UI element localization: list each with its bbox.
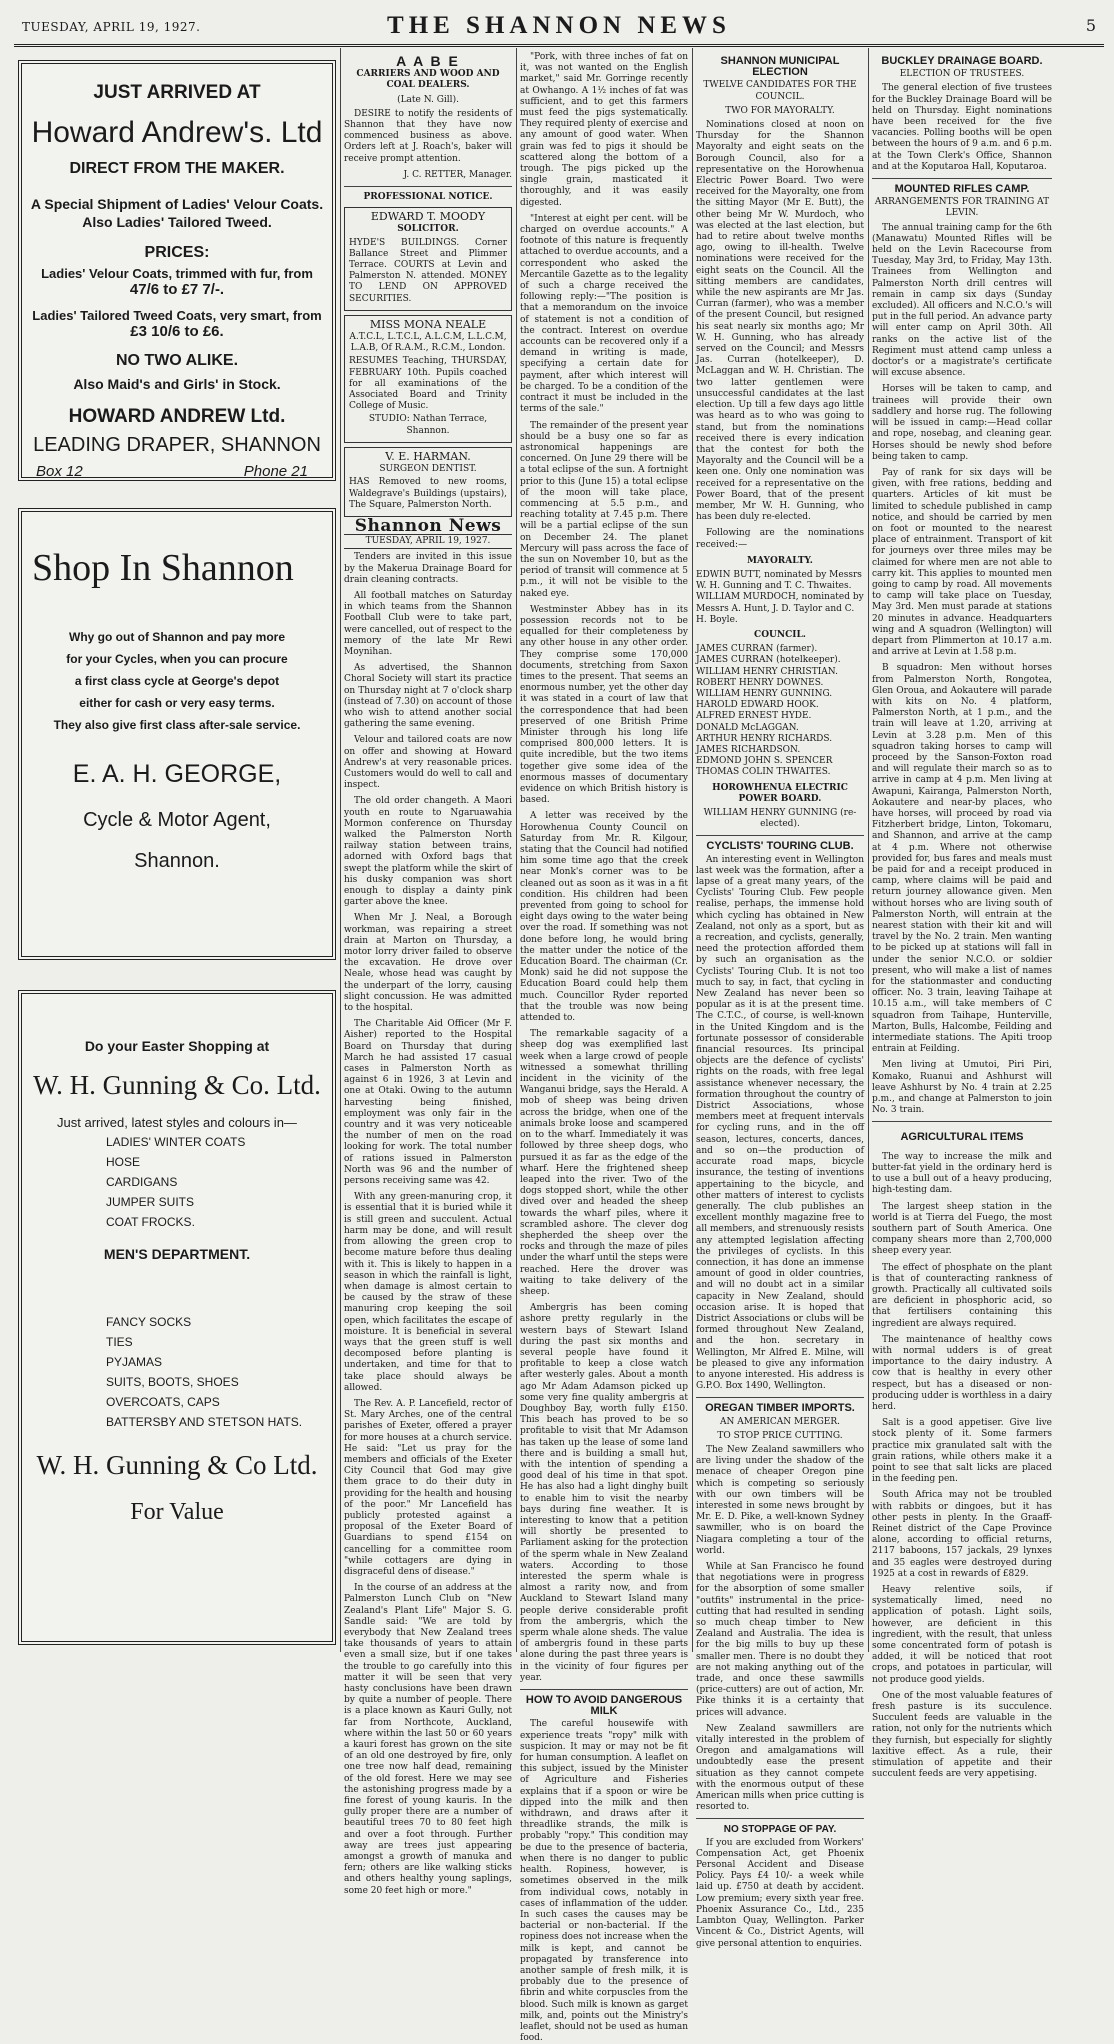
council-nominee: WILLIAM HENRY CHRISTIAN. [696, 666, 838, 677]
power-board-nominee: WILLIAM HENRY GUNNING (re-elected). [703, 808, 857, 830]
professional-notice: PROFESSIONAL NOTICE. [363, 192, 493, 203]
oregon-subhead: AN AMERICAN MERGER. [720, 1416, 840, 1427]
mens-item-list [22, 1312, 332, 1432]
moody-notice [344, 207, 512, 311]
news-paragraph: All football matches on Saturday in which teams from the Shannon Football Club were to take part, were cancelled, out of respect to the memory of the late Mr Rewi Moynihan. [344, 590, 512, 657]
ad-list-item: TIES [106, 1335, 133, 1349]
abe-body: DESIRE to notify the residents of Shannon that they have now commenced business as above. Orders left at J. Roach's, baker will receive prompt attention. [344, 108, 512, 164]
news-paragraph: Men living at Umutoi, Piri Piri, Komako, Ruanui and Ashhurst will leave Ashhurst by No. 4 train at 2.25 p.m., and change at Palmerston to join No. 3 train. [872, 1060, 1052, 1116]
election-subhead: TWO FOR MAYORALTY. [725, 105, 835, 116]
mayoralty-nominee: WILLIAM MURDOCH, nominated by Messrs A. Hunt, J. D. Taylor and C. H. Boyle. [696, 592, 864, 625]
council-nominee: ARTHUR HENRY RICHARDS. [696, 733, 833, 744]
ad-line: DIRECT FROM THE MAKER. [69, 160, 285, 177]
ad-line: Cycle & Motor Agent, [83, 809, 271, 831]
cyclists-headline: CYCLISTS' TOURING CLUB. [706, 840, 854, 853]
notice-name: V. E. HARMAN. [385, 449, 471, 463]
news-paragraph: The general election of five trustees for the Buckley Drainage Board will be held on Thursday. Eight nominations have been received for the five vacancies. Polling booths will be open between the hours of 9 a.m. and 6 p.m. at the Town Clerk's Office, Shannon and at the Koputaroa Hall, Koputaroa. [872, 83, 1052, 172]
pay-headline: NO STOPPAGE OF PAY. [723, 1824, 837, 1836]
news-paragraph: The annual training camp for the 6th (Manawatu) Mounted Rifles will be held on the Levin Racecourse from Tuesday, May 3rd, to Friday, May 13th. Trainees from Wellington and Palmerston North drill centres will remain in camp six days (Sunday excluded). All officers and N.C.O.'s will put in the full period. An advance party will enter camp on April 30th. All ranks on the active list of the Regiment must attend camp unless a doctor's or a magistrate's certificate will excuse absence. [872, 222, 1052, 379]
news-paragraph: B squadron: Men without horses from Palmerston North, Rongotea, Glen Oroua, and Aokautere will parade with kits on No. 4 platform, Palmerston North, at 1 p.m., and the train will leave at 1.20, arriving at Levin at 3.28 p.m. Men of this squadron taking horses to camp will proceed by the Sanson-Foxton road and will regulate their march so as to arrive in camp at 4 p.m. Men living at Awapuni, Kairanga, Palmerston North, Aokautere and near-by places, who have horses, will proceed by road via Fitzherbert bridge, Linton, Tokomaru, and Shannon, and arrive at the camp at 4 p.m. Where not otherwise provided for, bus fares and meals must be paid for and a receipt produced in camp, where claims will be paid and return journey allowance given. Men without horses who are living south of Palmerston North, will entrain at the nearest station with their kit and will travel by the No. 2 train. Men wanting to be picked up at stations will fall in under the senior N.C.O. or soldier present, who will make a list of names for the stationmaster and conducting officer. No. 3 train, leaving Taihape at 10.15 a.m., will take members of C squadron from Taihape, Hunterville, Marton, Bulls, Halcombe, Feilding and intermediate stations. The Apiti troop entrain at Feilding. [872, 663, 1052, 1055]
news-paragraph: The Charitable Aid Officer (Mr F. Aisher) reported to the Hospital Board on Thursday that during March he had assisted 17 casual cases in Palmerston North as against 6 in 1926, 3 at Levin and one at Otaki. Owing to the autumn harvesting being finished, employment was only fair in the country and it was very noticeable the number of men on the road looking for work. The total number of rations issued in Palmerston North was 96 and the number of persons receiving same was 42. [344, 1019, 512, 1187]
ad-line: Just arrived, latest styles and colours in— [57, 1115, 297, 1130]
ad-line: Do your Easter Shopping at [84, 1038, 270, 1054]
ad-line: Ladies' Velour Coats, trimmed with fur, from [41, 266, 313, 281]
news-paragraph: The Rev. A. P. Lancefield, rector of St. Mary Arches, one of the central parishes of Exeter, offered a prayer for more houses at a church service. He said: "Let us pray for the members and officials of the Exeter City Council that God may give them grace to do their duty in providing for the health and housing of the poor." Mr Lancefield has publicly protested against a proposal of the Exeter Board of Guardians to spend £154 on cancelling for a committee room "while cottagers are dying in disgraceful dens of disease." [344, 1398, 512, 1577]
news-paragraph: While at San Francisco he found that negotiations were in progress for the absorption of some smaller "outfits" instrumental in the price-cutting that had resulted in sending so much cheap timber to New Zealand and Australia. The idea is for the big mills to buy up these smaller men. There is no doubt they are not making anything out of the trade, and once these sawmills (price-cutters) are out of action, Mr. Pike thinks it is a certainty that prices will advance. [696, 1562, 864, 1718]
ad-line: NO TWO ALIKE. [115, 352, 239, 369]
power-board-heading: HOROWHENUA ELECTRIC POWER BOARD. [712, 782, 848, 804]
notice-name: EDWARD T. MOODY [370, 210, 486, 224]
column-rule [692, 48, 693, 1652]
issue-date: TUESDAY, APRIL 19, 1927. [22, 20, 201, 34]
ad-line: A Special Shipment of Ladies' Velour Coats. [30, 196, 324, 212]
ad-list-item: LADIES' WINTER COATS [106, 1135, 246, 1149]
ad-line: MEN'S DEPARTMENT. [103, 1246, 251, 1262]
column-rule [516, 48, 517, 1652]
news-paragraph: Westminster Abbey has in its possession records not to be equalled for their completeness by any other house in any other order. They comprise some 170,000 documents, stretching from Saxon times to the present. That seems an enormous number, yet the other day it was stated in a court of law that the correspondence that had been preserved of one British Prime Minister through his long life comprised 800,000 letters. It is quite incredible, but the two items together give some idea of the enormous masses of documentary evidence on which British history is based. [520, 604, 688, 806]
news-paragraph: Nominations closed at noon on Thursday for the Shannon Mayoralty and eight seats on the Borough Council, also for a representative on the Horowhenua Electric Power Board. Two were received for the Mayoralty, one from the sitting Mayor (Mr E. Butt), the other being Mr W. Murdoch, who was elected at the last election, but had to retire about twelve months ago, owing to ill-health. Twelve nominations were received for the eight seats on the Council. All the sitting members are candidates, while the new aspirants are Mr Jas. Curran (farmer), who was a member of the present Council, but resigned his seat nearly six months ago; Mr W. H. Gunning, who has already served on the Council; and Messrs Jas. Curran (hotelkeeper), D. McLaggan and W. H. Christian. The two latter gentlemen were unsuccessful candidates at the last election. Up till a few days ago little was heard as to who was going to stand, but from the nominations received there is every indication that the contest for both the Mayoralty and the Council will be a keen one. Only one nomination was received for a representative on the Power Board, that of the present member, Mr W. H. Gunning, who has been duly re-elected. [696, 120, 864, 523]
council-nominee: HAROLD EDWARD HOOK. [696, 700, 819, 711]
news-paragraph: Tenders are invited in this issue by the Makerua Drainage Board for drain cleaning contracts. [344, 552, 512, 585]
news-paragraph: "Pork, with three inches of fat on it, was not wanted on the English market," said Mr. Gorringe recently at Owhango. A 1½ inches of fat was sufficient, and to get this farmers must feed the pigs systematically. They required plenty of exercise and any amount of good water. When grain was fed to pigs it should be scattered along the bottom of a trough. The pigs picked up the single grain, masticated it thoroughly, and it was easily digested. [520, 52, 688, 208]
ad-store-name: W. H. Gunning & Co. Ltd. [33, 1070, 321, 1100]
ad-line: Also Maid's and Girls' in Stock. [73, 376, 281, 392]
column-rule [340, 48, 341, 1652]
council-nominee: THOMAS COLIN THWAITES. [696, 767, 831, 778]
divider [872, 178, 1052, 179]
agricultural-headline: AGRICULTURAL ITEMS [900, 1131, 1024, 1144]
news-paragraph: New Zealand sawmillers are vitally interested in the problem of Oregon and amalgamations will undoubtedly ease the present situation as they cannot compete with the enormous output of these American mills when price cutting is resorted to. [696, 1723, 864, 1813]
buckley-headline: BUCKLEY DRAINAGE BOARD. [881, 55, 1043, 67]
news-paragraph: As advertised, the Shannon Choral Society will start its practice on Thursday night at 7 o'clock sharp (instead of 7.30) on account of those who wish to attend another social gathering the same evening. [344, 663, 512, 730]
paper-date: TUESDAY, APRIL 19, 1927. [344, 534, 512, 549]
ad-line: They also give first class after-sale service. [53, 718, 301, 732]
ad-line: JUST ARRIVED AT [93, 82, 261, 103]
notice-qualifications: A.T.C.L, L.T.C.L, A.L.C.M, L.L.C.M, L.A.B, Of R.A.M., R.C.M., London. [349, 332, 507, 354]
womens-item-list [22, 1132, 332, 1232]
ad-store-name: Howard Andrew's. Ltd [31, 116, 323, 149]
ad-list-item: BATTERSBY AND STETSON HATS. [106, 1415, 303, 1429]
divider [872, 1121, 1052, 1122]
news-paragraph: Heavy relentive soils, if systematically limed, need no application of potash. Light soils, however, are deficient in this ingredient, with the result, that unless some concentrated form of potash is added, it will be noticed that root crops, and potatoes in particular, will not produce good yields. [872, 1585, 1052, 1685]
abe-late: (Late N. Gill). [397, 94, 459, 105]
news-paragraph: The careful housewife with experience treats "ropy" milk with suspicion. It may or may not be fit for human consumption. A leaflet on this subject, issued by the Minister of Agriculture and Fisheries explains that if a spoon or wire be dipped into the milk and then withdrawn, and draws after it threadlike strands, the milk is probably "ropy." This condition may be due to the presence of bacteria, when there is no danger to public health. Ropiness, however, is sometimes observed in the milk from individual cows, notably in cases of inflammation of the udder. In such cases the causes may be bacterial or non-bacterial. If the ropiness does not increase when the milk is kept, and cannot be propagated by transference into another sample of fresh milk, it is probably due to the presence of fibrin and white corpuscles from the blood. Such milk is known as garget milk, and, points out the Ministry's leaflet, should not be used as human food. [520, 1719, 688, 2044]
notice-name: MISS MONA NEALE [369, 317, 487, 331]
ad-line: a first class cycle at George's depot [74, 674, 280, 688]
ad-line: 47/6 to £7 7/-. [129, 281, 225, 298]
paper-nameplate: Shannon News [354, 515, 502, 536]
oregon-subhead: TO STOP PRICE CUTTING. [717, 1430, 843, 1441]
column-5 [872, 52, 1052, 1780]
news-paragraph: The way to increase the milk and butter-fat yield in the ordinary herd is to use a bull out of a heavy producing, high-testing dam. [872, 1151, 1052, 1196]
council-nominee: JAMES CURRAN (hotelkeeper). [696, 655, 841, 666]
howard-andrew-ad [18, 60, 336, 481]
news-paragraph: When Mr J. Neal, a Borough workman, was repairing a street drain at Marton on Thursday, a motor lorry driver failed to observe the excavation. He drove over Neale, whose head was caught by the underpart of the lorry, causing slight concussion. He was admitted to the hospital. [344, 913, 512, 1014]
abe-signature: J. C. RETTER, Manager. [403, 169, 512, 180]
abe-title: A A B E [396, 53, 460, 69]
ad-line: either for cash or very easy terms. [79, 696, 275, 710]
ad-list-item: CARDIGANS [106, 1175, 178, 1189]
divider [344, 186, 512, 187]
column-2 [344, 52, 512, 1896]
news-paragraph: If you are excluded from Workers' Compensation Act, get Phoenix Personal Accident and Disease Policy. Pays £4 10/- a week while laid up. £750 at death by accident. Low premium; every sixth year free. Phoenix Assurance Co., Ltd., 235 Lambton Quay, Wellington. Parker Vincent & Co., District Agents, will give personal attention to enquiries. [696, 1837, 864, 1949]
abe-subtitle: CARRIERS AND WOOD AND COAL DEALERS. [356, 69, 500, 91]
notice-body: HYDE'S BUILDINGS. Corner Ballance Street and Plimmer Terrace. COURTS at Levin and Palmerston N. attended. MONEY TO LEND ON APPROVED SECURITIES. [349, 237, 507, 304]
oregon-headline: OREGAN TIMBER IMPORTS. [705, 1402, 855, 1415]
notice-role: SOLICITOR. [397, 224, 459, 235]
news-paragraph: In the course of an address at the Palmerston Lunch Club on "New Zealand's Plant Life" Major S. G. Sandle said: "We are told by everybody that New Zealand trees take thousands of years to attain even a small size, but if one takes the trouble to go carefully into this matter it will be seen that very hasty conclusions have been drawn by quite a number of people. There is a place known as Kauri Gully, not far from Northcote, Auckland, where within the last 50 or 60 years a kauri forest has grown on the site of an old one destroyed by fire, only one tree now half dead, remaining of the old forest. Here we may see the astonishing progress made by a fine forest of young kauris. In the gully proper there are a number of beautiful trees 70 to 80 feet high and over a foot through. Further away are trees just appearing amongst a growth of manuka and fern; others are like walking sticks and others healthy young saplings, some 20 feet high or more." [344, 1583, 512, 1896]
ad-list-item: JUMPER SUITS [106, 1195, 195, 1209]
ad-line: Shannon. [134, 850, 220, 872]
news-paragraph: Velour and tailored coats are now on offer and showing at Howard Andrew's at very reasonable prices. Customers would do well to call and inspect. [344, 735, 512, 791]
divider [696, 1818, 864, 1819]
council-nominee: ROBERT HENRY DOWNES. [696, 677, 824, 688]
council-nominee: DONALD McLAGGAN. [696, 722, 799, 733]
ad-line: for your Cycles, when you can procure [66, 652, 288, 666]
newspaper-title: THE SHANNON NEWS [387, 12, 731, 39]
council-heading: COUNCIL. [754, 629, 806, 640]
news-paragraph: The remainder of the present year should be a busy one so far as astronomical happenings are concerned. On June 29 there will be a total eclipse of the sun. A fortnight prior to this (June 15) a total eclipse of the moon will take place, commencing at 5.5 p.m., and reaching totality at 7.45 p.m. There will be a partial eclipse of the sun on December 24. The planet Mercury will pass across the face of the sun on November 10, but as the period of transit will commence at 5 p.m., it will not be visible to the naked eye. [520, 420, 688, 599]
neale-notice [344, 315, 512, 443]
news-paragraph: South Africa may not be troubled with rabbits or dingoes, but it has other pests in plenty. In the Graaff-Reinet district of the Cape Province alone, according to official returns, 2117 baboons, 157 jackals, 29 lynxes and 35 eagles were destroyed during 1925 at a cost in rewards of £829. [872, 1490, 1052, 1579]
news-paragraph: The old order changeth. A Maori youth en route to Ngaruawahia Mormon conference on Thursday walked the Palmerston North railway station between trains, adorned with Oxford bags that swept the platform while the skirt of his dusky companion was short enough to display a dainty pink garter above the knee. [344, 796, 512, 908]
news-paragraph: "Interest at eight per cent. will be charged on overdue accounts." A footnote of this nature is frequently attached to overdue accounts, and a correspondent who asked the Mercantile Gazette as to the legality of such a charge received the following reply:—"The position is that a memorandum on the invoice of statement is not a condition of the contract. Interest on overdue accounts can be recovered only if a demand in writing is made, specifying a certain date for payment, after which interest will be charged. To be a condition of the contract it must be included in the terms of the sale." [520, 213, 688, 415]
council-nominee: EDMOND JOHN S. SPENCER [696, 756, 833, 767]
rifles-subhead: ARRANGEMENTS FOR TRAINING AT LEVIN. [874, 197, 1050, 219]
news-paragraph: Horses will be taken to camp, and trainees will provide their own saddlery and horse rug. The following will be issued in camp:—Head collar and rope, nosebag, and cleaning gear. Horses should be newly shod before being taken to camp. [872, 384, 1052, 462]
news-paragraph: An interesting event in Wellington last week was the formation, after a lapse of a great many years, of the Cyclists' Touring Club. Few people realise, perhaps, the immense hold which cycling has obtained in New Zealand, not only as a sport, but as a recreation, and cyclists, generally, need the protection afforded them by such an organisation as the Cyclists' Touring Club. It is not too much to say, in fact, that cycling in New Zealand has never been so popular as it is at the present time. The C.T.C., of course, is well-known in the United Kingdom and is the fortunate possessor of considerable financial resources. Its principal objects are the defence of cyclists' rights on the roads, with free legal assistance whenever necessary, the formation throughout the country of District Associations, whose members meet at frequent intervals for cycling runs, and in the off season, lectures, concerts, dances, and so on—the production of accurate road maps, bicycle insurance, the testing of inventions appertaining to the bicycle, and other matters of interest to cyclists generally. The club publishes an excellent monthly magazine free to all members, and strenuously resists any attempted legislation affecting the privileges of cyclists. In this connection, it has done an immense amount of good in older countries, and will no doubt act in a similar capacity in New Zealand, should occasion arise. It is hoped that District Associations or clubs will be formed throughout New Zealand, and the hon. secretary in Wellington, Mr Alfred E. Milne, will be pleased to give any information to anyone interested. His address is G.P.O. Box 1490, Wellington. [696, 854, 864, 1392]
ad-list-item: SUITS, BOOTS, SHOES [106, 1375, 239, 1389]
ad-business-name: E. A. H. GEORGE, [72, 760, 282, 788]
ad-line: Ladies' Tailored Tweed Coats, very smart, from [32, 308, 322, 323]
gunning-ad [18, 990, 336, 1645]
council-nominee: JAMES CURRAN (farmer). [696, 644, 818, 655]
notice-body: HAS Removed to new rooms, Waldegrave's Buildings (upstairs), The Square, Palmerston North. [349, 477, 507, 510]
news-paragraph: With any green-manuring crop, it is essential that it is buried while it is still green and succulent. Actual harm may be done, and will result from allowing the green crop to become mature before thus dealing with it. This is likely to happen in a season in which the rainfall is light, when damage is almost certain to be caused by the straw of these manuring crop keeping the soil open, which facilitates the escape of moisture. It is beneficial in several ways that the green stuff is well decomposed before planting is undertaken, and time for that to take place should always be allowed. [344, 1192, 512, 1393]
divider [520, 1689, 688, 1690]
ad-line: £3 10/6 to £6. [130, 323, 224, 340]
column-rule [868, 48, 869, 1652]
ad-line: Why go out of Shannon and pay more [69, 630, 285, 644]
ad-store-name-footer: W. H. Gunning & Co Ltd. [36, 1450, 318, 1480]
council-nominee: ALFRED ERNEST HYDE. [696, 711, 812, 722]
divider [696, 1397, 864, 1398]
ad-line: LEADING DRAPER, SHANNON [33, 434, 321, 456]
news-paragraph: Pay of rank for six days will be given, with free rations, bedding and quarters. Articles of kit must be limited to schedule published in camp notice, and should be carried by men on foot or mounted to the nearest place of entrainment. Transport of kit for journeys over three miles may be claimed for where men are not able to carry kit. This applies to mounted men going to camp by road. All movements to camp will take place on Tuesday, May 3rd. Men must parade at stations 20 minutes in advance. Headquarters wing and A squadron (Wellington) will depart from Plimmerton at 10.17 a.m. and arrive at Levin at 1.58 p.m. [872, 467, 1052, 658]
ad-headline: Shop In Shannon [32, 547, 294, 589]
news-paragraph: Following are the nominations received:— [696, 528, 864, 550]
news-paragraph: Ambergris has been coming ashore pretty regularly in the western bays of Stewart Island during the past six months and several people have found it profitable to keep a close watch after westerly gales. About a month ago Mr Adam Adamson picked up some very fine quality ambergris at Doughboy Bay, worth fully £150. This beach has proved to be so profitable to visit that Mr Adamson has taken up the lease of some land there and is building a small hut, with the intention of spending a good deal of his time in that spot. He has also had a light dinghy built to enable him to visit the nearby bays during fine weather. It is interesting to know that a petition will shortly be presented to Parliament asking for the protection of the sperm whale in New Zealand waters. According to those interested the sperm whale is almost a rarity now, and from Auckland to Stewart Island many people derive considerable profit from the ambergris, which the sperm whale alone sheds. The value of ambergris found in these parts alone during the past three years is in the vicinity of four figures per year. [520, 1303, 688, 1683]
ad-list-item: OVERCOATS, CAPS [106, 1395, 220, 1409]
buckley-subhead: ELECTION OF TRUSTEES. [899, 69, 1025, 80]
ad-line: HOWARD ANDREW Ltd. [68, 406, 286, 427]
council-nominee: WILLIAM HENRY GUNNING. [696, 688, 833, 699]
council-nominee: JAMES RICHARDSON. [696, 744, 801, 755]
page-number: 5 [1085, 16, 1096, 35]
rifles-headline: MOUNTED RIFLES CAMP. [894, 183, 1030, 196]
column-3 [520, 52, 688, 2044]
notice-role: SURGEON DENTIST. [379, 464, 477, 475]
masthead [14, 8, 1104, 47]
news-paragraph: A letter was received by the Horowhenua County Council on Saturday from Mr. R. Kilgour, stating that the Council had notified him some time ago that the creek near Monk's corner was to be cleaned out as soon as it was in a fit condition. His children had been prevented from going to school for eight days owing to the water being over the road. If something was not done before long, he would bring the matter under the notice of the Education Board. The chairman (Cr. Monk) said he did not suppose the Education Board could help them much. Councillor Ryder reported that the trouble was now being attended to. [520, 811, 688, 1024]
notice-studio: STUDIO: Nathan Terrace, Shannon. [368, 414, 488, 436]
news-paragraph: One of the most valuable features of fresh pasture is its succulence. Succulent feeds are valuable in the ration, not only for the nutrients which they furnish, but especially for slightly laxitive effect. As a rule, their stimulation of appetite and their succulent feeds are very appetising. [872, 1690, 1052, 1780]
ad-box-number: Box 12 [36, 463, 83, 480]
harman-notice [344, 447, 512, 517]
election-subhead: TWELVE CANDIDATES FOR THE COUNCIL. [703, 80, 857, 102]
news-paragraph: The New Zealand sawmillers who are living under the shadow of the menace of cheaper Oregon pine which is competing so seriously with our own timbers will be interested in some news brought by Mr. E. D. Pike, a well-known Sydney sawmiller, who is on board the Niagara completing a tour of the world. [696, 1444, 864, 1556]
news-paragraph: The remarkable sagacity of a sheep dog was exemplified last week when a large crowd of people witnessed a somewhat thrilling incident in the vicinity of the Wanganui bridge, says the Herald. A mob of sheep was being driven across the bridge, when one of the animals broke loose and scampered on to the wharf. Immediately it was followed by three sheep dogs, who pursued it as far as the edge of the wharf. Here the frightened sheep leaped into the river. Two of the dogs stopped short, while the other dived over and headed the sheep towards the wharf piles, where it scrambled ashore. The clever dog shepherded the sheep over the rocks and through the maze of piles under the wharf until the steps were reached. Here the drover was waiting to take delivery of the sheep. [520, 1029, 688, 1297]
mayoralty-heading: MAYORALTY. [747, 555, 813, 566]
ad-list-item: HOSE [106, 1155, 141, 1169]
milk-headline: HOW TO AVOID DANGEROUS MILK [525, 1694, 683, 1718]
divider [696, 835, 864, 836]
ad-tagline: For Value [130, 1499, 224, 1525]
news-paragraph: The maintenance of healthy cows with normal udders is of great importance to the dairy industry. A cow that is healthy in every other respect, but has a diseased or non-producing udder is worthless in a dairy herd. [872, 1334, 1052, 1412]
council-nominee-list [696, 644, 864, 778]
ad-line: PRICES: [144, 244, 210, 261]
news-paragraph: The largest sheep station in the world is at Tierra del Fuego, the most southern part of South America. One company shears more than 2,700,000 sheep every year. [872, 1201, 1052, 1257]
ad-line: Also Ladies' Tailored Tweed. [82, 214, 272, 230]
mayoralty-nominee: EDWIN BUTT, nominated by Messrs W. H. Gunning and T. C. Thwaites. [696, 569, 862, 592]
george-cycle-ad [18, 508, 336, 960]
notice-body: RESUMES Teaching, THURSDAY, FEBRUARY 10th. Pupils coached for all examinations of the Associated Board and Trinity College of Music. [349, 356, 507, 412]
ad-list-item: COAT FROCKS. [106, 1215, 195, 1229]
election-headline: SHANNON MUNICIPAL ELECTION [720, 55, 840, 79]
column-4 [696, 52, 864, 1949]
news-paragraph: Salt is a good appetiser. Give live stock plenty of it. Some farmers practice mix granulated salt with the grain rations, while others make it a point to see that salt licks are placed in the feeding pen. [872, 1418, 1052, 1485]
ad-list-item: FANCY SOCKS [106, 1315, 192, 1329]
ad-phone-number: Phone 21 [243, 463, 308, 480]
ad-list-item: PYJAMAS [106, 1355, 163, 1369]
news-paragraph: The effect of phosphate on the plant is that of counteracting rankness of growth. Practically all cultivated soils are deficient in phosphoric acid, so that fertilisers containing this ingredient are always required. [872, 1262, 1052, 1329]
